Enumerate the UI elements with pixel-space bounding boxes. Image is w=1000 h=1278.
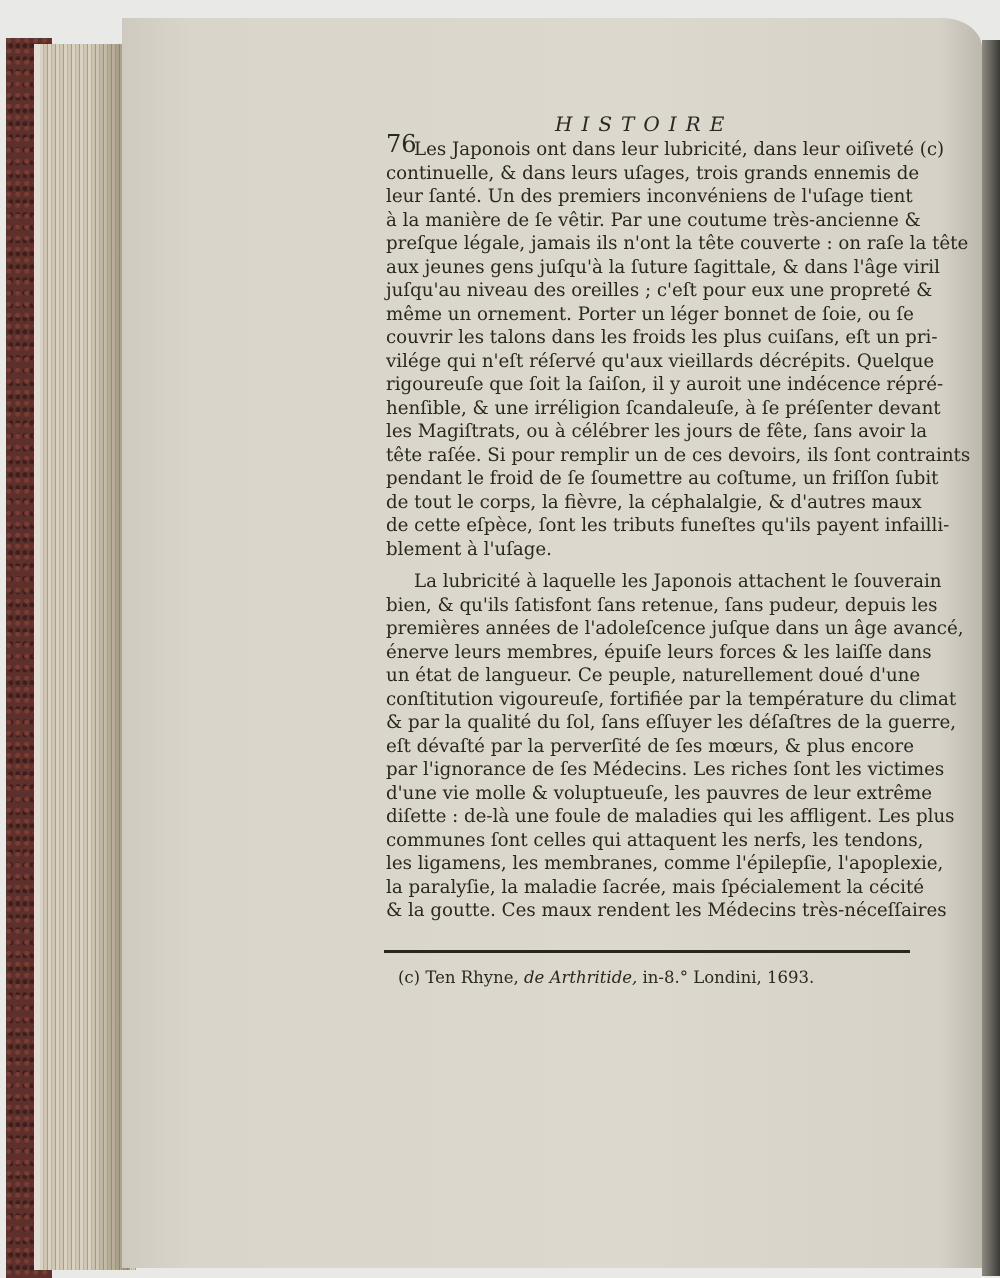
page-number: 76	[386, 130, 417, 158]
text-line: henſible, & une irréligion ſcandaleuſe, à ſe préſenter devant	[386, 397, 941, 419]
text-line: vilége qui n'eſt réſervé qu'aux vieillards décrépits. Quelque	[386, 350, 935, 372]
text-line: leur ſanté. Un des premiers inconvéniens de l'uſage tient	[386, 186, 913, 207]
text-line: énerve leurs membres, épuiſe leurs forces & les laiſſe dans	[386, 641, 932, 663]
text-line: & la goutte. Ces maux rendent les Médecins très-néceſſaires	[386, 900, 947, 921]
text-line: de tout le corps, la fièvre, la céphalalgie, & d'autres maux	[386, 491, 922, 513]
paragraph-gap	[386, 561, 908, 570]
footnote-marker: (c)	[398, 968, 421, 987]
text-line: premières années de l'adoleſcence juſque dans un âge avancé,	[386, 618, 964, 639]
footnote-author: Ten Rhyne,	[425, 968, 519, 987]
text-line: les Magiſtrats, ou à célébrer les jours de fête, ſans avoir la	[386, 421, 928, 442]
text-line: de cette eſpèce, ſont les tributs funeſtes qu'ils payent infailli-	[386, 515, 950, 536]
text-line: & par la qualité du ſol, ſans eſſuyer les déſaſtres de la guerre,	[386, 712, 957, 733]
running-head: HISTOIRE	[555, 112, 734, 136]
text-line: un état de langueur. Ce peuple, naturellement doué d'une	[386, 665, 921, 686]
footnote	[398, 968, 814, 987]
text-line: couvrir les talons dans les froids les plus cuiſans, eſt un pri-	[386, 327, 938, 348]
text-line: pendant le froid de ſe ſoumettre au coſtume, un friſſon ſubit	[386, 468, 939, 489]
text-line: communes ſont celles qui attaquent les nerfs, les tendons,	[386, 829, 924, 851]
text-line: eſt dévaſté par la perverſité de ſes mœurs, & plus encore	[386, 735, 914, 757]
text-line: par l'ignorance de ſes Médecins. Les riches ſont les victimes	[386, 759, 945, 780]
text-line: diſette : de-là une foule de maladies qui les affligent. Les plus	[386, 806, 955, 827]
text-line: à la manière de ſe vêtir. Par une coutume très-ancienne &	[386, 209, 921, 231]
text-line: même un ornement. Porter un léger bonnet de ſoie, ou ſe	[386, 303, 914, 325]
text-line: preſque légale, jamais ils n'ont la tête couverte : on raſe la tête	[386, 233, 969, 254]
text-line: La lubricité à laquelle les Japonois attachent le ſouverain	[414, 571, 942, 592]
text-line: rigoureuſe que ſoit la ſaiſon, il y auroit une indécence répré-	[386, 374, 944, 395]
footnote-imprint: in-8.° Londini, 1693.	[642, 968, 815, 987]
body-text	[386, 138, 971, 923]
paragraph	[386, 570, 964, 923]
text-line: aux jeunes gens juſqu'à la ſuture ſagittale, & dans l'âge viril	[386, 256, 940, 278]
text-line: tête raſée. Si pour remplir un de ces devoirs, ils ſont contraints	[386, 444, 971, 466]
footnote-rule	[384, 950, 910, 953]
text-line: juſqu'au niveau des oreilles ; c'eſt pour eux une propreté &	[386, 280, 933, 301]
text-line: bien, & qu'ils ſatisfont ſans retenue, ſans pudeur, depuis les	[386, 594, 938, 616]
text-line: les ligamens, les membranes, comme l'épilepſie, l'apoplexie,	[386, 853, 944, 874]
footnote-title: de Arthritide,	[524, 968, 638, 987]
text-line: blement à l'uſage.	[386, 538, 552, 560]
text-line: d'une vie molle & voluptueuſe, les pauvres de leur extrême	[386, 782, 933, 804]
text-line: Les Japonois ont dans leur lubricité, dans leur oiſiveté (c)	[414, 139, 945, 160]
text-line: conſtitution vigoureuſe, fortifiée par la température du climat	[386, 688, 957, 710]
text-line: continuelle, & dans leurs uſages, trois grands ennemis de	[386, 162, 920, 184]
text-line: la paralyſie, la maladie ſacrée, mais ſpécialement la cécité	[386, 876, 925, 898]
background-edge	[982, 40, 1000, 1276]
paragraph	[386, 138, 971, 561]
